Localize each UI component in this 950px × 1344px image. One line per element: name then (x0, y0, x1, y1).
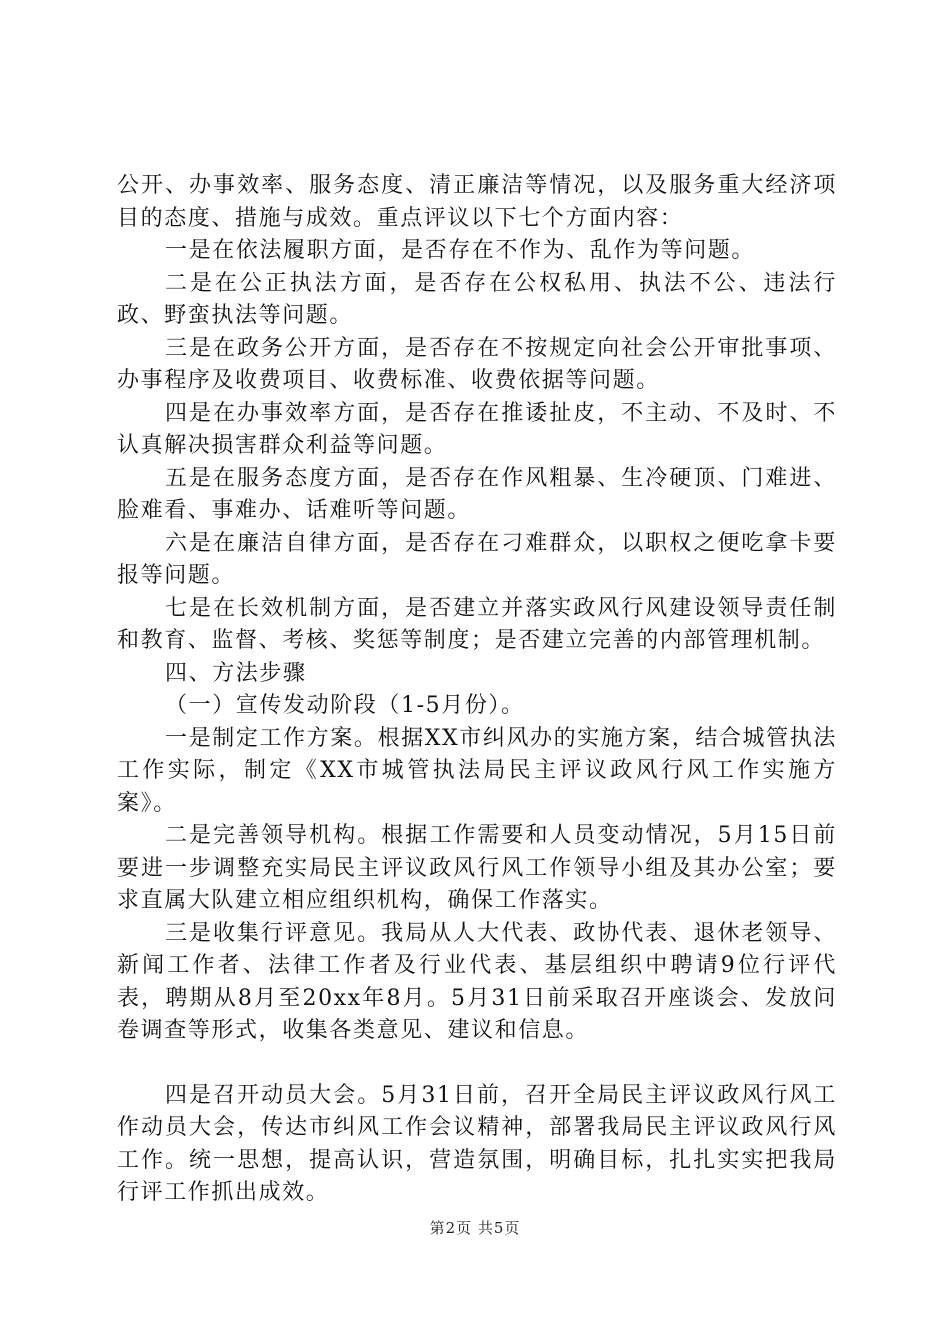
paragraph: 七是在长效机制方面，是否建立并落实政风行风建设领导责任制和教育、监督、考核、奖惩等制度；是否建立完善的内部管理机制。 (117, 595, 837, 653)
section-heading: 四、方法步骤 (165, 660, 307, 686)
document-body (117, 170, 837, 1210)
paragraph: 三是在政务公开方面，是否存在不按规定向社会公开审批事项、办事程序及收费项目、收费标准、收费依据等问题。 (117, 335, 837, 393)
page-number-footer: 第2页 共5页 (429, 1219, 521, 1237)
paragraph: 三是收集行评意见。我局从人大代表、政协代表、退休老领导、新闻工作者、法律工作者及行业代表、基层组织中聘请9位行评代表，聘期从8月至20xx年8月。5月31日前采取召开座谈会、发放问卷调查等形式，收集各类意见、建议和信息。 (117, 920, 837, 1043)
paragraph: 四是召开动员大会。5月31日前，召开全局民主评议政风行风工作动员大会，传达市纠风工作会议精神，部署我局民主评议政风行风工作。统一思想，提高认识，营造氛围，明确目标，扎扎实实把我局行评工作抓出成效。 (117, 1082, 837, 1205)
subsection-heading: （一）宣传发动阶段（1-5月份）。 (165, 693, 525, 718)
paragraph: 一是制定工作方案。根据XX市纠风办的实施方案，结合城管执法工作实际，制定《XX市城管执法局民主评议政风行风工作实施方案》。 (117, 725, 837, 816)
paragraph: 二是完善领导机构。根据工作需要和人员变动情况，5月15日前要进一步调整充实局民主评议政风行风工作领导小组及其办公室；要求直属大队建立相应组织机构，确保工作落实。 (117, 823, 837, 913)
paragraph: 一是在依法履职方面，是否存在不作为、乱作为等问题。 (165, 238, 756, 263)
paragraph: 五是在服务态度方面，是否存在作风粗暴、生冷硬顶、门难进、脸难看、事难办、话难听等问题。 (117, 465, 837, 523)
paragraph: 四是在办事效率方面，是否存在推诿扯皮，不主动、不及时、不认真解决损害群众利益等问题。 (117, 400, 837, 458)
paragraph: 六是在廉洁自律方面，是否存在刁难群众，以职权之便吃拿卡要报等问题。 (117, 530, 837, 588)
paragraph: 公开、办事效率、服务态度、清正廉洁等情况，以及服务重大经济项目的态度、措施与成效。重点评议以下七个方面内容： (117, 173, 837, 231)
paragraph: 二是在公正执法方面，是否存在公权私用、执法不公、违法行政、野蛮执法等问题。 (117, 270, 837, 328)
